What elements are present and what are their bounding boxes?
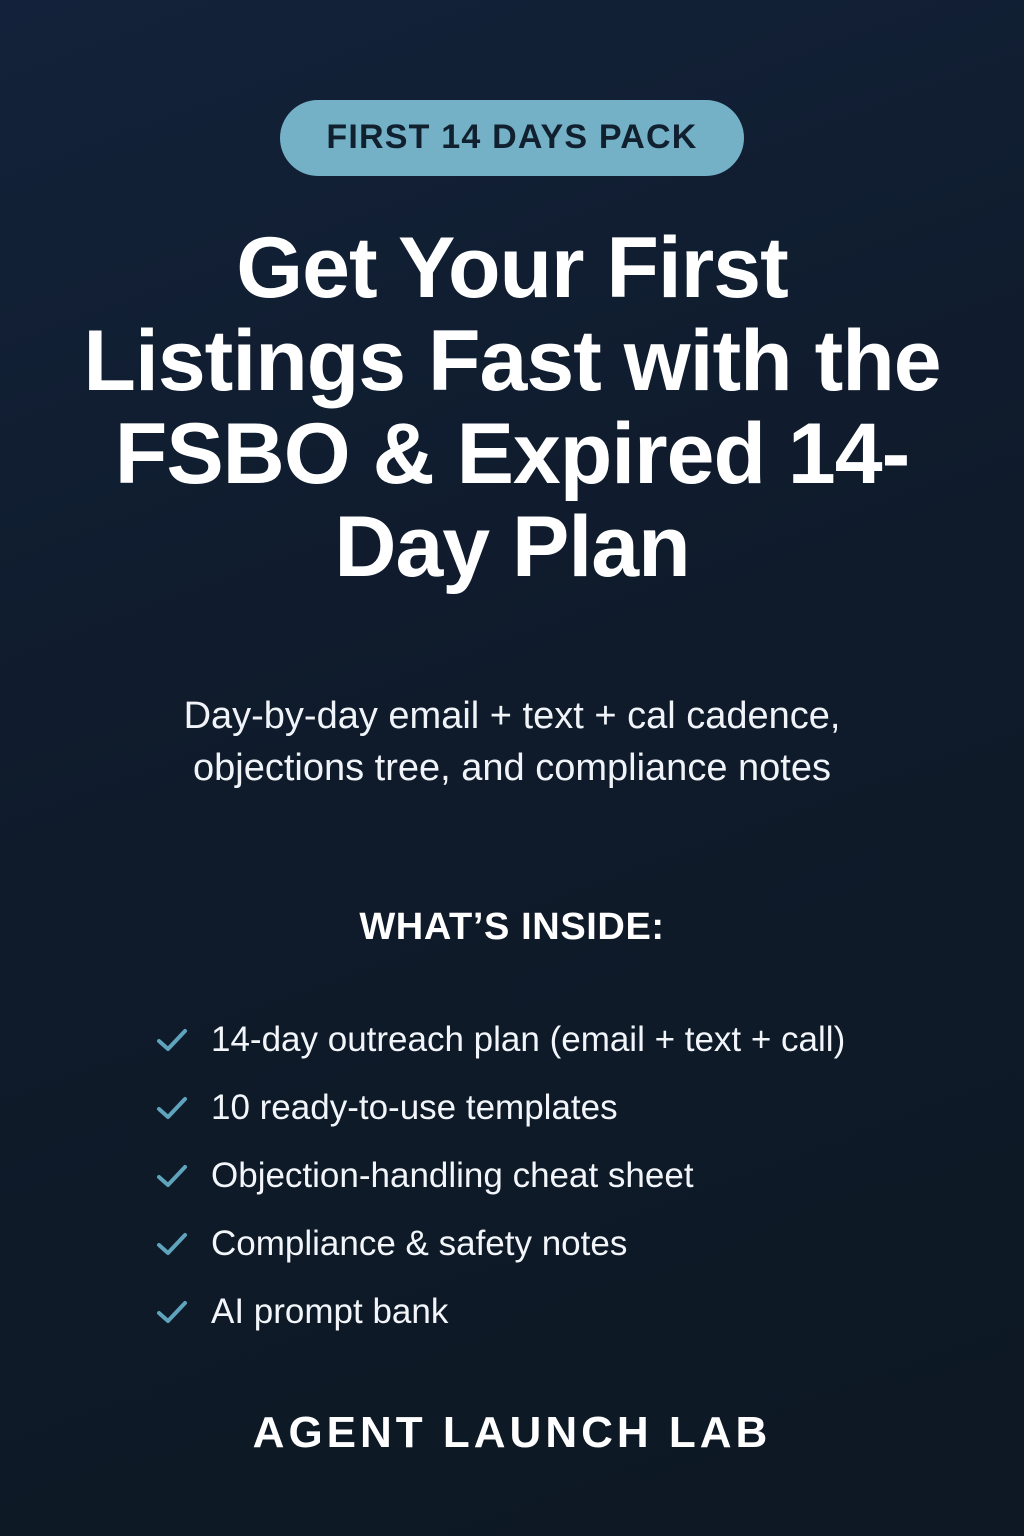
check-icon [155, 1023, 189, 1057]
page-subtitle: Day-by-day email + text + cal cadence, objections tree, and compliance notes [183, 695, 841, 789]
list-item-label: 10 ready-to-use templates [211, 1087, 618, 1127]
page-title: Get Your First Listings Fast with the FSBO & Expired 14-Day Plan [83, 220, 941, 595]
list-item-label: 14-day outreach plan (email + text + call) [211, 1019, 846, 1059]
brand-footer: AGENT LAUNCH LAB [252, 1408, 772, 1457]
whats-inside-heading: WHAT’S INSIDE: [359, 906, 665, 949]
check-icon [155, 1295, 189, 1329]
check-icon [155, 1159, 189, 1193]
status-badge: FIRST 14 DAYS PACK [280, 100, 743, 176]
check-icon [155, 1227, 189, 1261]
list-item-label: AI prompt bank [211, 1291, 449, 1331]
feature-list [97, 1019, 927, 1333]
list-item [155, 1087, 927, 1129]
list-item [155, 1291, 927, 1333]
check-icon [155, 1091, 189, 1125]
list-item [155, 1155, 927, 1197]
list-item-label: Compliance & safety notes [211, 1223, 628, 1263]
list-item [155, 1223, 927, 1265]
list-item [155, 1019, 927, 1061]
list-item-label: Objection-handling cheat sheet [211, 1155, 694, 1195]
